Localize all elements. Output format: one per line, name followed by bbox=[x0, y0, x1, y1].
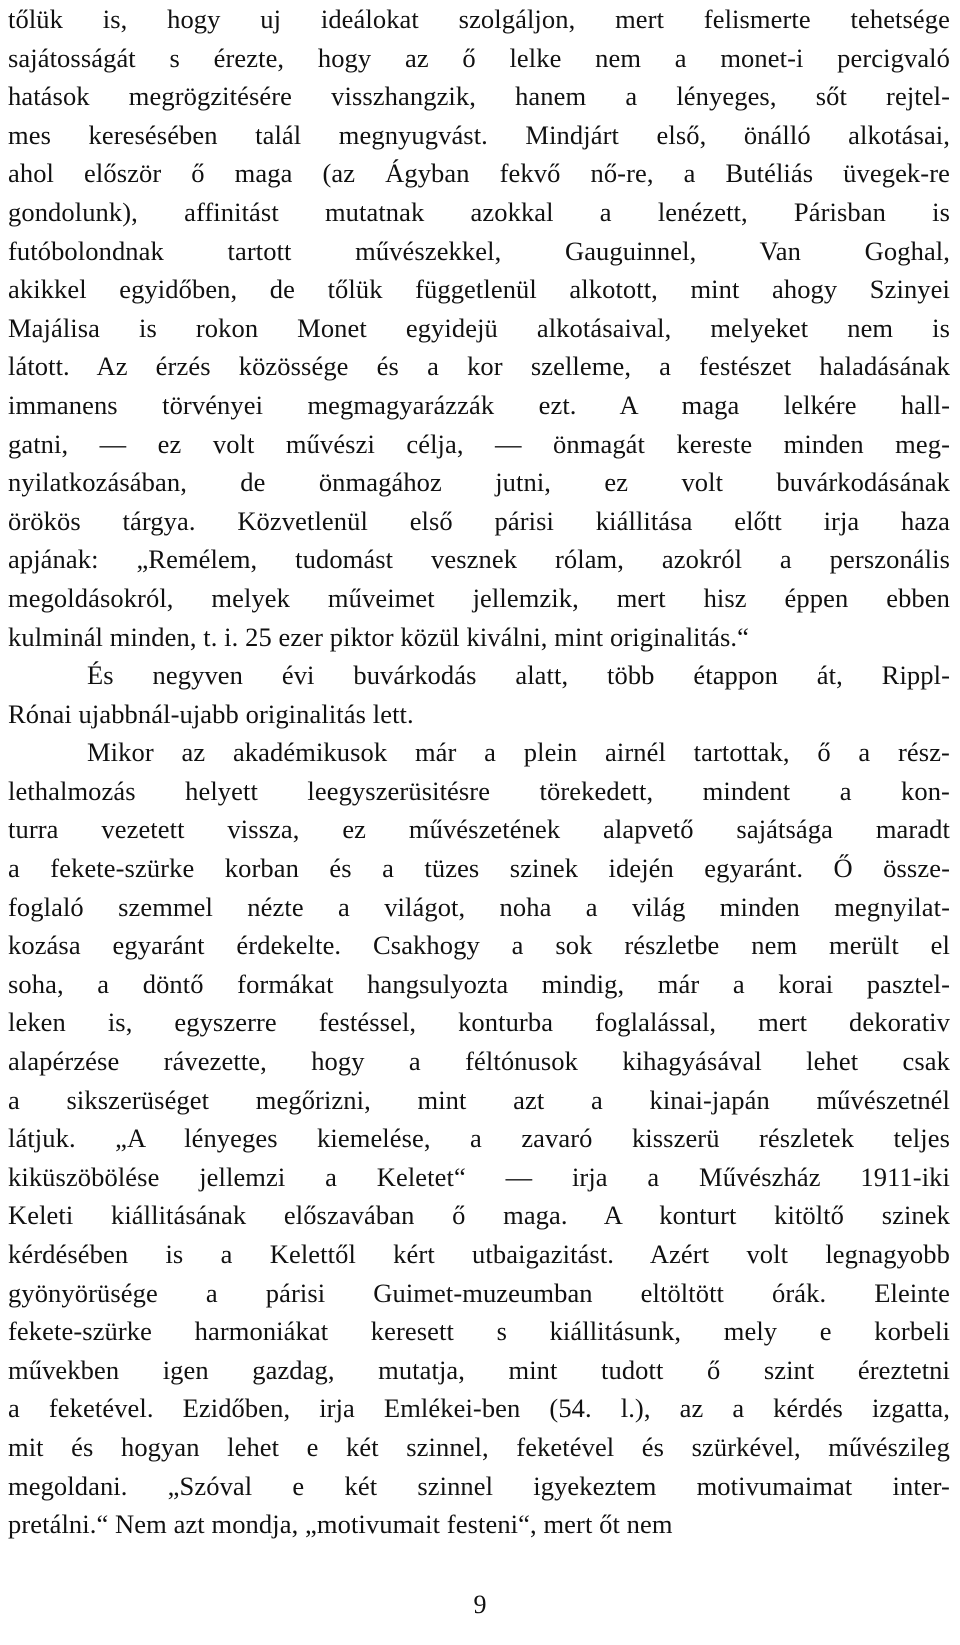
text-line: művekben igen gazdag, mutatja, mint tudott ő szint éreztetni bbox=[8, 1354, 950, 1385]
text-line: És negyven évi buvárkodás alatt, több étappon át, Rippl- bbox=[87, 660, 950, 691]
text-line: alapérzése rávezette, hogy a féltónusok kihagyásával lehet csak bbox=[8, 1046, 950, 1077]
text-line: ahol először ő maga (az Ágyban fekvő nő-re, a Butéliás üvegek-re bbox=[8, 158, 950, 189]
text-line: mit és hogyan lehet e két szinnel, feketével és szürkével, művészileg bbox=[8, 1431, 950, 1462]
text-line: Majálisa is rokon Monet egyidejü alkotásaival, melyeket nem is bbox=[8, 312, 950, 343]
text-line: megoldani. „Szóval e két szinnel igyekeztem motivumaimat inter- bbox=[8, 1470, 950, 1501]
text-line: apjának: „Remélem, tudomást vesznek rólam, azokról a perszonális bbox=[8, 544, 950, 575]
text-line: Mikor az akadémikusok már a plein airnél tartottak, ő a rész- bbox=[87, 737, 950, 768]
text-line: tőlük is, hogy uj ideálokat szolgáljon, mert felismerte tehetsége bbox=[8, 4, 950, 34]
text-line: kérdésében is a Kelettől kért utbaigazitást. Azért volt legnagyobb bbox=[8, 1239, 950, 1269]
text-line: fekete-szürke harmoniákat keresett s kiállitásunk, mely e korbeli bbox=[8, 1316, 950, 1347]
text-line: akikkel egyidőben, de tőlük függetlenül alkotott, mint ahogy Szinyei bbox=[8, 274, 950, 305]
text-line: gyönyörüsége a párisi Guimet-muzeumban eltöltött órák. Eleinte bbox=[8, 1277, 950, 1308]
text-line: lethalmozás helyett leegyszerüsitésre törekedett, mindent a kon- bbox=[8, 775, 950, 806]
document-page bbox=[8, 0, 950, 1544]
text-line: soha, a döntő formákat hangsulyozta mindig, már a korai pasztel- bbox=[8, 968, 950, 999]
text-line: Keleti kiállitásának előszavában ő maga. A konturt kitöltő szinek bbox=[8, 1200, 950, 1231]
text-line: futóbolondnak tartott művészekkel, Gauguinnel, Van Goghal, bbox=[8, 235, 950, 266]
text-line: a fekete-szürke korban és a tüzes szinek idején egyaránt. Ő össze- bbox=[8, 853, 950, 884]
text-line: gatni, — ez volt művészi célja, — önmagát kereste minden meg- bbox=[8, 428, 950, 459]
text-line: immanens törvényei megmagyarázzák ezt. A maga lelkére hall- bbox=[8, 389, 950, 420]
text-line: kulminál minden, t. i. 25 ezer piktor közül kiválni, mint originalitás.“ bbox=[8, 621, 749, 652]
text-line: kozása egyaránt érdekelte. Csakhogy a sok részletbe nem merült el bbox=[8, 930, 950, 961]
text-line: turra vezetett vissza, ez művészetének alapvető sajátsága maradt bbox=[8, 814, 950, 845]
body-text bbox=[8, 0, 950, 1544]
text-line: gondolunk), affinitást mutatnak azokkal a lenézett, Párisban is bbox=[8, 196, 950, 227]
text-line: leken is, egyszerre festéssel, konturba foglalással, mert dekorativ bbox=[8, 1007, 950, 1038]
text-line: a feketével. Ezidőben, irja Emlékei-ben (54. l.), az a kérdés izgatta, bbox=[8, 1393, 950, 1424]
page-number: 9 bbox=[473, 1590, 487, 1619]
text-line: nyilatkozásában, de önmagához jutni, ez volt buvárkodásának bbox=[8, 467, 950, 498]
text-line: foglaló szemmel nézte a világot, noha a világ minden megnyilat- bbox=[8, 891, 950, 922]
text-line: sajátosságát s érezte, hogy az ő lelke nem a monet-i percigvaló bbox=[8, 42, 950, 73]
text-line: hatások megrögzitésére visszhangzik, hanem a lényeges, sőt rejtel- bbox=[8, 81, 950, 112]
text-line: megoldásokról, melyek műveimet jellemzik, mert hisz éppen ebben bbox=[8, 582, 950, 613]
text-line: Rónai ujabbnál-ujabb originalitás lett. bbox=[8, 698, 414, 729]
text-line: mes keresésében talál megnyugvást. Mindjárt első, önálló alkotásai, bbox=[8, 119, 950, 150]
text-line: pretálni.“ Nem azt mondja, „motivumait festeni“, mert őt nem bbox=[8, 1509, 673, 1540]
text-line: látjuk. „A lényeges kiemelése, a zavaró kisszerü részletek teljes bbox=[8, 1123, 950, 1154]
text-line: kiküszöbölése jellemzi a Keletet“ — irja a Művészház 1911-iki bbox=[8, 1161, 950, 1192]
text-line: örökös tárgya. Közvetlenül első párisi kiállitása előtt irja haza bbox=[8, 505, 950, 536]
text-line: látott. Az érzés közössége és a kor szelleme, a festészet haladásának bbox=[8, 351, 950, 382]
text-line: a sikszerüséget megőrizni, mint azt a kinai-japán művészetnél bbox=[8, 1084, 950, 1115]
